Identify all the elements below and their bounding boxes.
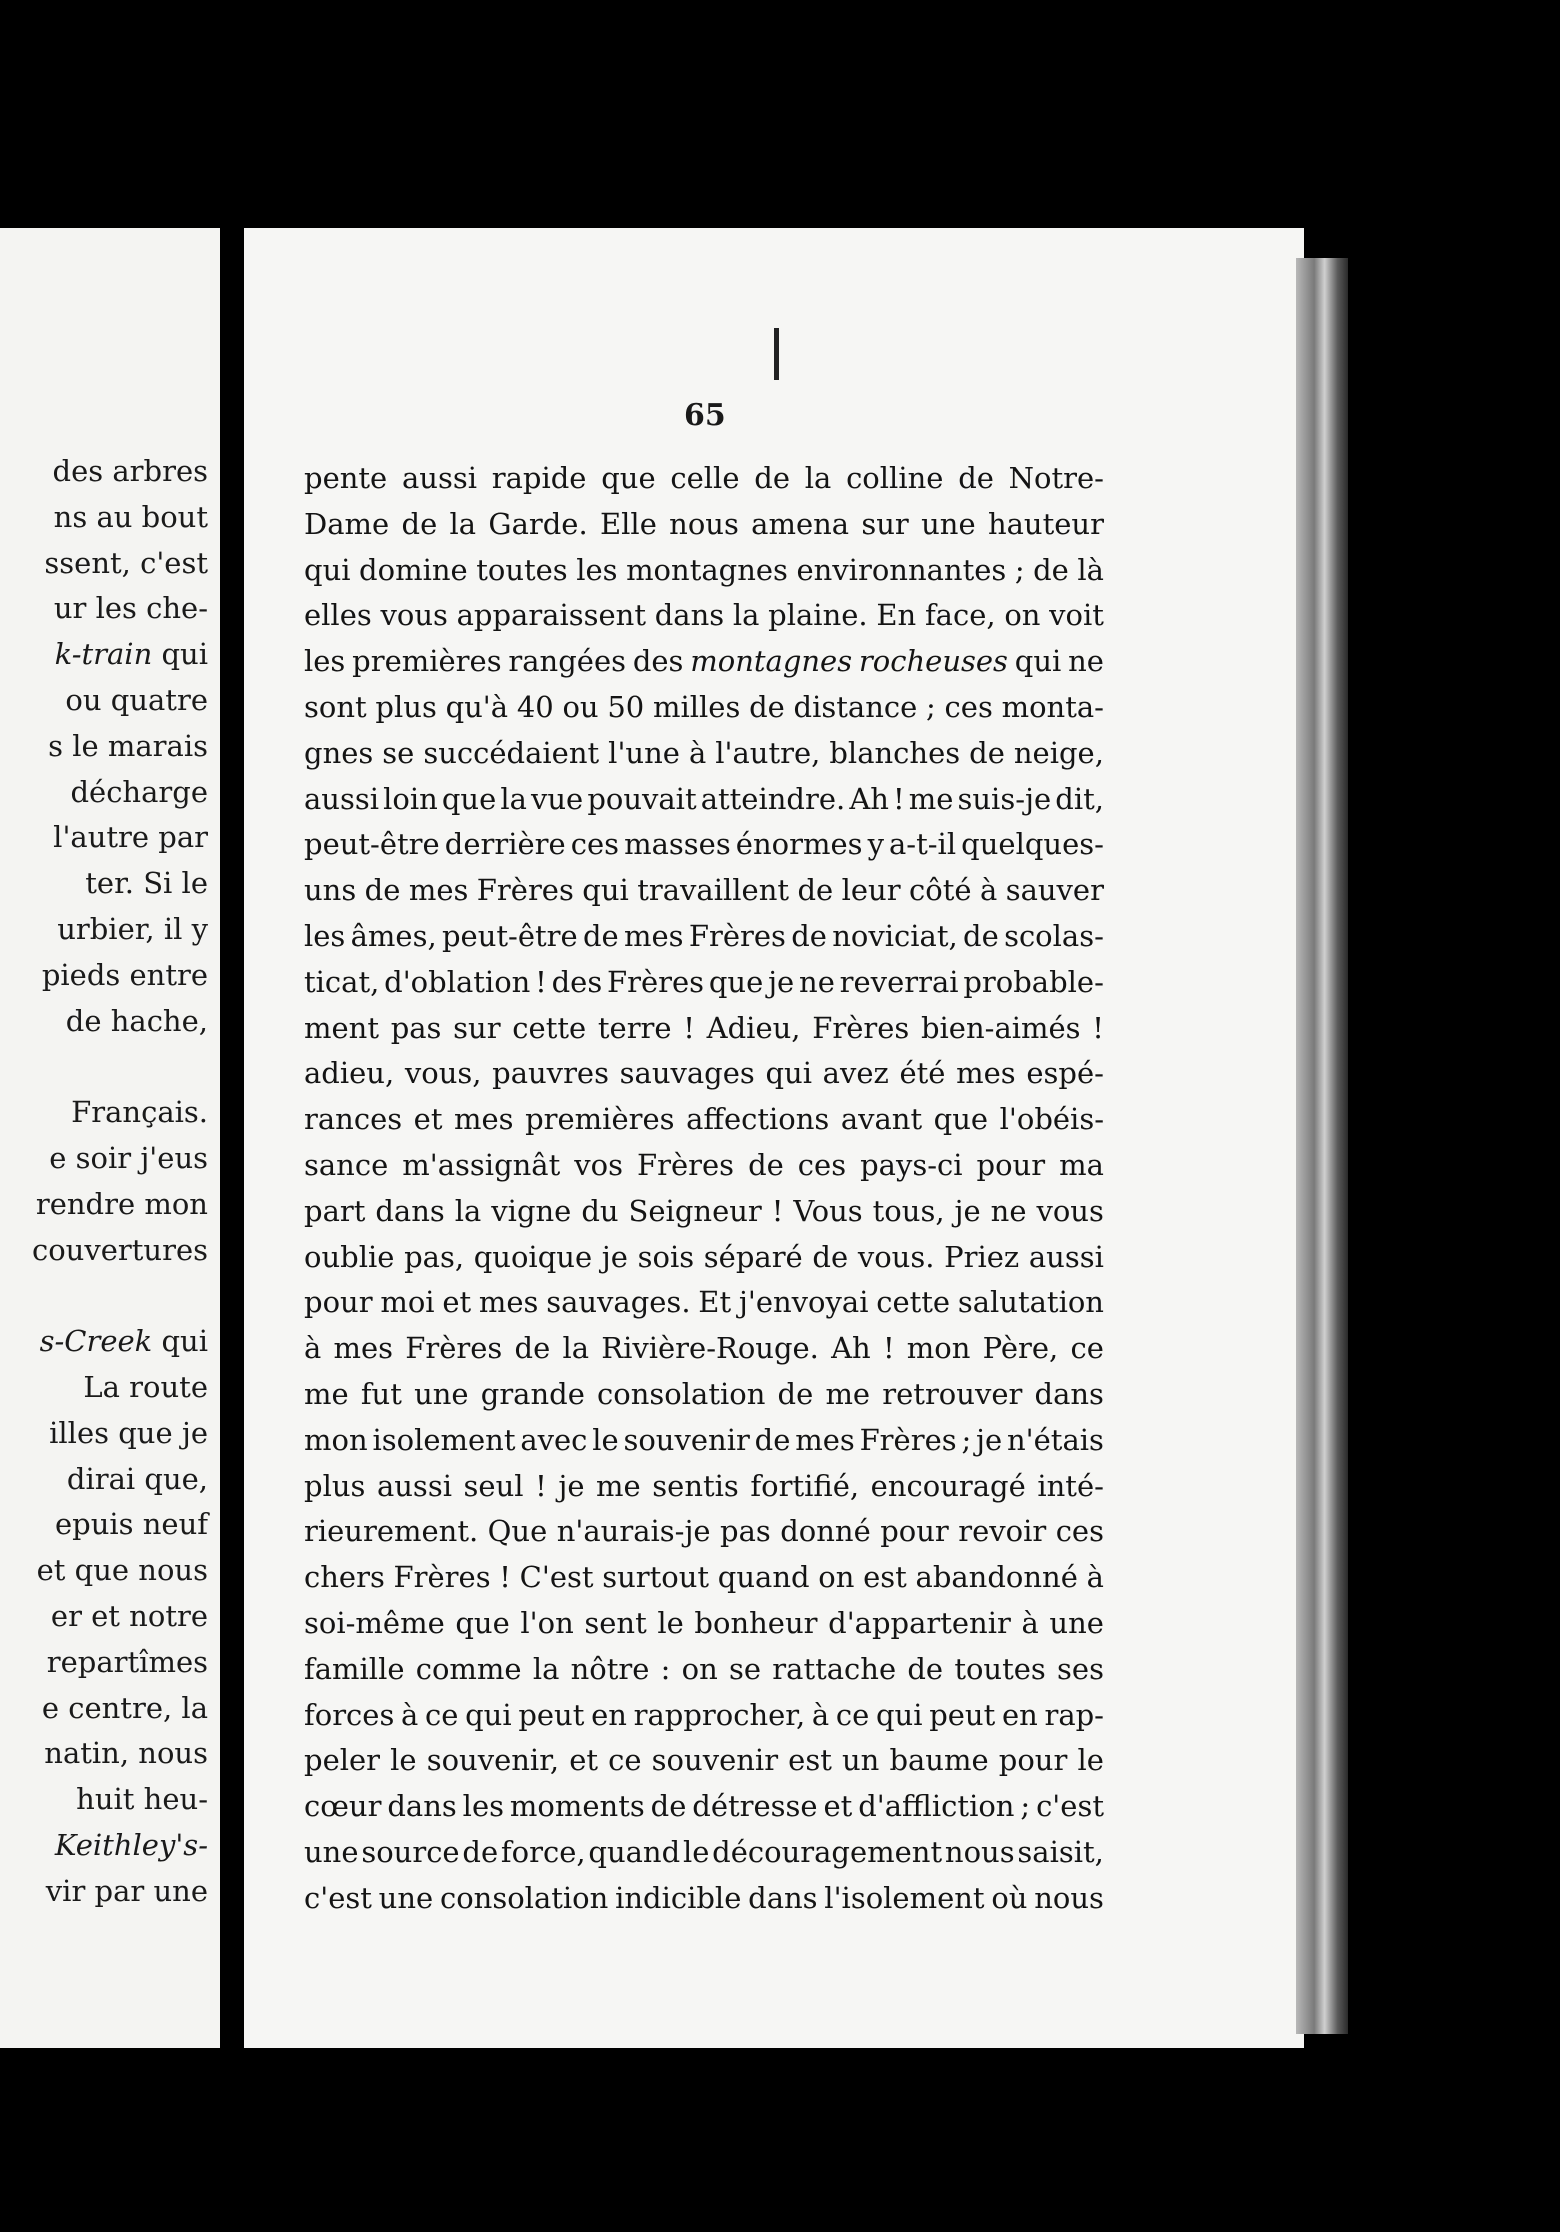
text-line: rieurement. Que n'aurais-je pas donné pour revoir ces (304, 1514, 1104, 1549)
text-line: aussi loin que la vue pouvait atteindre. Ah ! me suis-je dit, (304, 781, 1104, 816)
left-page-line: ssent, c'est (44, 545, 208, 580)
text-line: oublie pas, quoique je sois séparé de vous. Priez aussi (304, 1239, 1104, 1274)
body-text (304, 456, 1104, 1922)
text-line: les âmes, peut-être de mes Frères de noviciat, de scolas- (304, 918, 1104, 953)
text-line: les premières rangées des montagnes rocheuses qui ne (304, 644, 1104, 679)
left-page-line: Français. (71, 1095, 208, 1130)
left-page-line: décharge (70, 774, 208, 809)
left-page-line: urbier, il y (57, 912, 208, 946)
left-page-line: e soir j'eus (49, 1141, 208, 1175)
text-line: rances et mes premières affections avant que l'obéis- (304, 1102, 1104, 1137)
text-line: peut-être derrière ces masses énormes y a-t-il quelques- (304, 827, 1104, 862)
left-page-line: er et notre (50, 1599, 208, 1633)
left-page-line: huit heu- (76, 1782, 208, 1817)
text-line: plus aussi seul ! je me sentis fortifié, encouragé inté- (304, 1468, 1104, 1503)
left-page-line: natin, nous (44, 1736, 208, 1771)
left-page (0, 228, 220, 2048)
text-line: à mes Frères de la Rivière-Rouge. Ah ! mon Père, ce (304, 1331, 1104, 1366)
text-line: Dame de la Garde. Elle nous amena sur une hauteur (304, 506, 1104, 541)
text-line: cœur dans les moments de détresse et d'affliction ; c'est (304, 1789, 1104, 1824)
ink-mark (774, 328, 779, 380)
left-page-line: l'autre par (53, 820, 208, 855)
text-line: famille comme la nôtre : on se rattache de toutes ses (304, 1651, 1104, 1686)
left-page-line: ou quatre (65, 683, 208, 717)
left-page-line: k-train qui (54, 637, 208, 672)
page-stack-edge (1296, 258, 1348, 2034)
book-gutter (220, 228, 244, 2048)
left-page-line: ter. Si le (85, 866, 208, 901)
text-line: adieu, vous, pauvres sauvages qui avez été mes espé- (304, 1056, 1104, 1091)
text-line: une source de force, quand le découragement nous saisit, (304, 1834, 1104, 1869)
right-page (244, 228, 1304, 2048)
left-page-line: illes que je (49, 1415, 208, 1450)
left-page-line: couvertures (31, 1232, 208, 1267)
text-line: uns de mes Frères qui travaillent de leur côté à sauver (304, 873, 1104, 908)
left-page-line: La route (83, 1370, 208, 1404)
text-line: qui domine toutes les montagnes environnantes ; de là (304, 552, 1104, 587)
text-line: pente aussi rapide que celle de la colline de Notre- (304, 461, 1104, 495)
left-page-line: s le marais (48, 728, 208, 763)
left-page-line: s-Creek qui (39, 1324, 208, 1359)
text-line: mon isolement avec le souvenir de mes Frères ; je n'étais (304, 1422, 1104, 1457)
text-line: peler le souvenir, et ce souvenir est un baume pour le (304, 1743, 1104, 1778)
text-line: ticat, d'oblation ! des Frères que je ne reverrai probable- (304, 964, 1104, 999)
text-line: gnes se succédaient l'une à l'autre, blanches de neige, (304, 735, 1104, 770)
text-line: soi-même que l'on sent le bonheur d'appartenir à une (304, 1605, 1104, 1640)
left-page-line: dirai que, (66, 1461, 208, 1496)
left-page-line: ns au bout (53, 499, 208, 534)
text-line: part dans la vigne du Seigneur ! Vous tous, je ne vous (304, 1193, 1104, 1228)
text-line: forces à ce qui peut en rapprocher, à ce qui peut en rap- (304, 1697, 1104, 1732)
left-page-line: des arbres (52, 454, 208, 488)
left-page-line: pieds entre (41, 957, 208, 992)
left-page-line: et que nous (36, 1553, 208, 1588)
left-page-line: vir par une (45, 1873, 208, 1908)
page-number: 65 (684, 398, 726, 433)
left-page-line: repartîmes (46, 1644, 208, 1679)
text-line: pour moi et mes sauvages. Et j'envoyai cette salutation (304, 1285, 1104, 1320)
text-line: chers Frères ! C'est surtout quand on est abandonné à (304, 1560, 1104, 1595)
text-line: sont plus qu'à 40 ou 50 milles de distance ; ces monta- (304, 689, 1104, 724)
text-line: me fut une grande consolation de me retrouver dans (304, 1376, 1104, 1411)
text-line: c'est une consolation indicible dans l'isolement où nous (304, 1880, 1104, 1915)
left-page-line: ur les che- (53, 591, 208, 626)
left-page-line: rendre mon (35, 1186, 208, 1221)
left-page-line: epuis neuf (54, 1507, 208, 1542)
left-page-line: e centre, la (41, 1690, 208, 1725)
text-line: sance m'assignât vos Frères de ces pays-ci pour ma (304, 1147, 1104, 1182)
left-page-line: de hache, (65, 1003, 208, 1038)
left-page-line: Keithley's- (54, 1828, 208, 1862)
text-line: elles vous apparaissent dans la plaine. En face, on voit (304, 598, 1104, 633)
text-line: ment pas sur cette terre ! Adieu, Frères bien-aimés ! (304, 1010, 1104, 1045)
